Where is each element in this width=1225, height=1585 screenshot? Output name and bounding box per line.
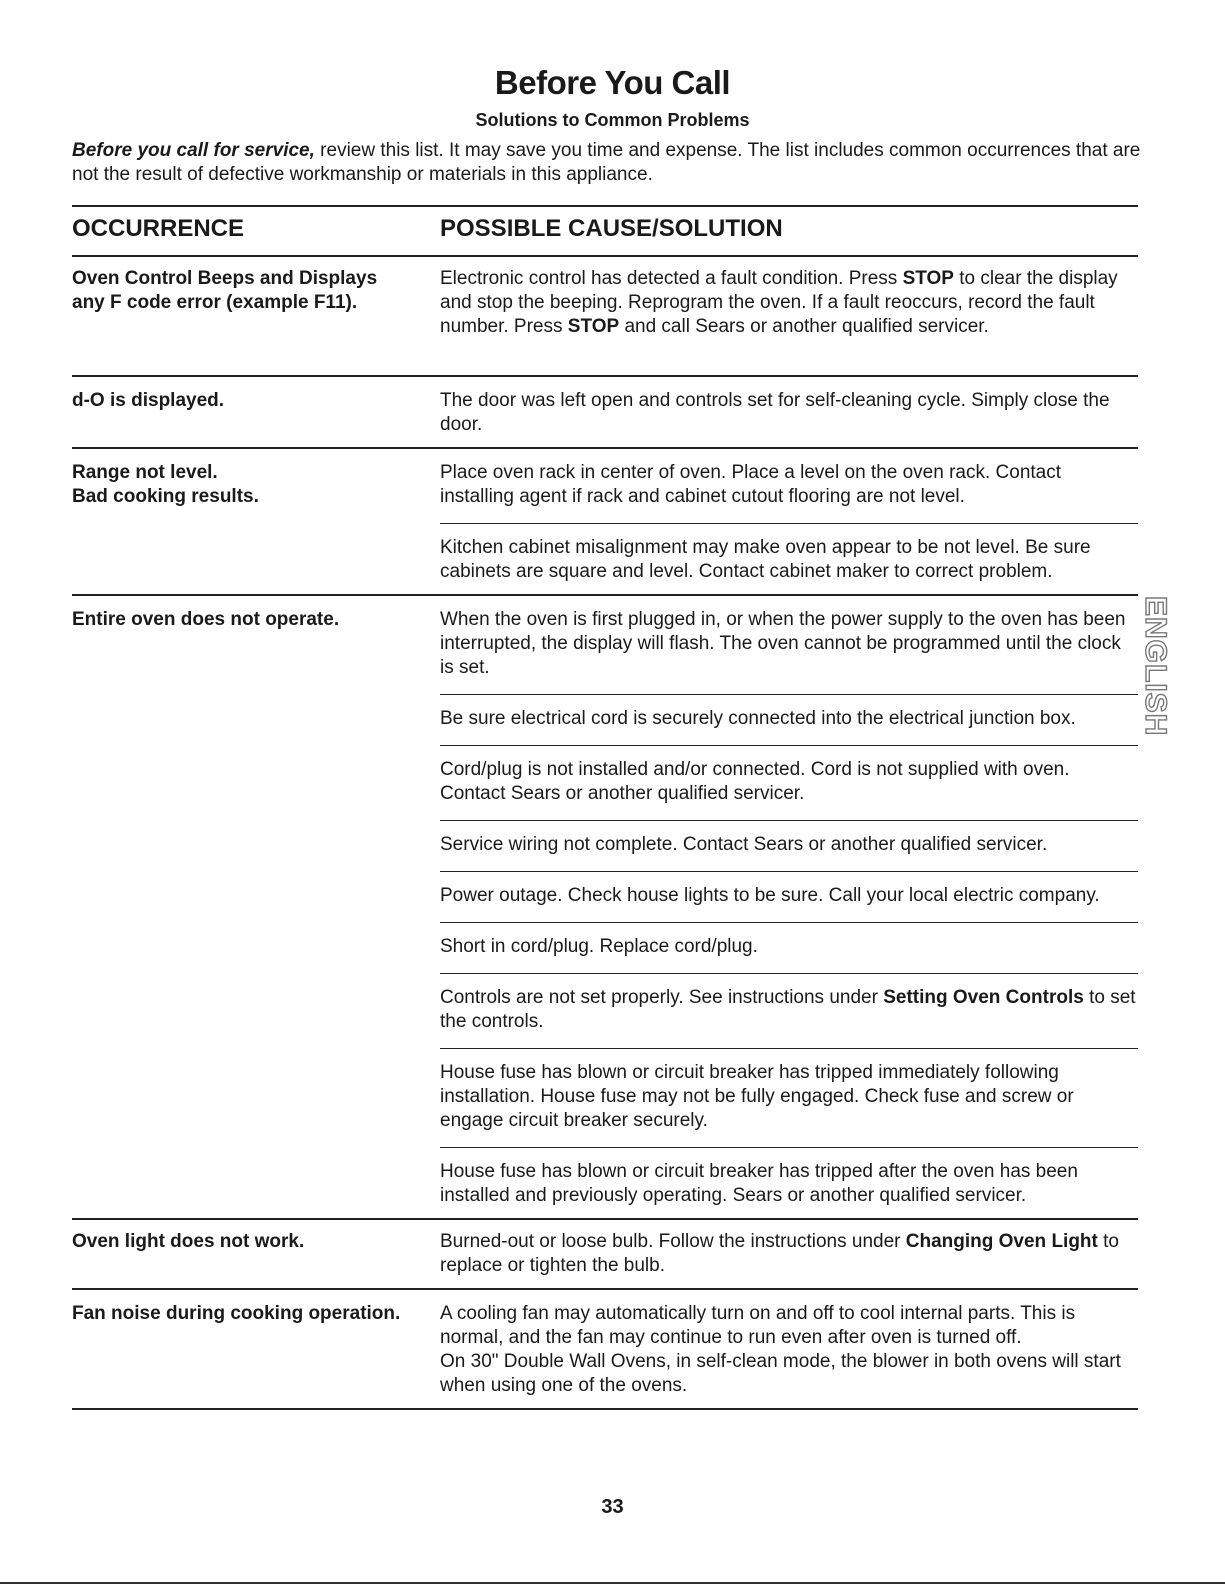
page-bottom-rule: [0, 1582, 1225, 1584]
occurrence-label: Range not level. Bad cooking results.: [72, 462, 259, 507]
solution-segment: House fuse has blown or circuit breaker has tripped immediately following installation. House fuse may not be fully engaged. Check fuse and screw or engage circuit breaker securely.: [440, 1062, 1074, 1131]
intro-lead: Before you call for service,: [72, 140, 315, 161]
solution-segment: Electronic control has detected a fault condition. Press: [440, 268, 903, 289]
solution-text: [440, 745, 1138, 820]
solution-emphasis: Changing Oven Light: [905, 1231, 1098, 1252]
solution-text: [440, 377, 1138, 447]
table-row: [72, 449, 1138, 596]
solution-text: [440, 1147, 1138, 1218]
solution-text: [440, 449, 1138, 523]
table-row: [72, 596, 1138, 1220]
solution-segment: to replace or tighten the bulb.: [440, 1231, 1119, 1276]
solution-text: [440, 523, 1138, 594]
occurrence-label: Oven light does not work.: [72, 1231, 305, 1252]
solution-text: [440, 820, 1138, 871]
solution-text: [440, 694, 1138, 745]
table-row: [72, 377, 1138, 449]
page-title: Before You Call: [494, 64, 731, 101]
solution-text: [440, 257, 1138, 375]
solution-segment: A cooling fan may automatically turn on and off to cool internal parts. This is normal, and the fan may continue to run even after oven is turned off. On 30" Double Wall Ovens, in self-clean mode, the blower in both ovens will start when using one of the ovens.: [440, 1303, 1121, 1396]
solution-list: [440, 377, 1138, 447]
table-body: [72, 257, 1138, 1410]
solution-segment: House fuse has blown or circuit breaker has tripped after the oven has been installed and previously operating. Sears or another qualified servicer.: [440, 1161, 1078, 1206]
page-number: 33: [601, 1496, 624, 1518]
solution-segment: Cord/plug is not installed and/or connected. Cord is not supplied with oven. Contact Sears or another qualified servicer.: [440, 759, 1070, 804]
intro-paragraph: [72, 139, 1172, 187]
solution-segment: Place oven rack in center of oven. Place a level on the oven rack. Contact installing agent if rack and cabinet cutout flooring are not level.: [440, 462, 1062, 507]
solution-emphasis: STOP: [902, 268, 954, 289]
occurrence-label: Oven Control Beeps and Displays any F code error (example F11).: [72, 268, 378, 313]
solution-emphasis: STOP: [567, 316, 620, 337]
solution-text: [440, 1220, 1138, 1288]
solution-segment: Service wiring not complete. Contact Sears or another qualified servicer.: [440, 834, 1048, 855]
solution-segment: and call Sears or another qualified servicer.: [619, 316, 989, 337]
solution-list: [440, 596, 1138, 1218]
solution-list: [440, 1220, 1138, 1288]
solution-segment: to set the controls.: [440, 987, 1136, 1032]
solution-list: [440, 257, 1138, 375]
solution-text: [440, 871, 1138, 922]
solution-segment: to clear the display and stop the beeping. Reprogram the oven. If a fault reoccurs, record the fault number. Press: [440, 268, 1118, 337]
occurrence-label: Entire oven does not operate.: [72, 609, 340, 630]
solution-segment: Short in cord/plug. Replace cord/plug.: [440, 936, 758, 957]
table-header: [72, 205, 1138, 257]
table-row: [72, 1220, 1138, 1290]
language-tab-label: ENGLISH: [1139, 596, 1172, 737]
page-subtitle: Solutions to Common Problems: [475, 110, 750, 130]
occurrence-label: Fan noise during cooking operation.: [72, 1303, 401, 1324]
solution-text: [440, 973, 1138, 1048]
solution-segment: Power outage. Check house lights to be sure. Call your local electric company.: [440, 885, 1100, 906]
troubleshooting-table: [72, 205, 1138, 1410]
solution-segment: Controls are not set properly. See instructions under: [440, 987, 884, 1008]
table-row: [72, 257, 1138, 377]
solution-list: [440, 1290, 1138, 1408]
solution-list: [440, 449, 1138, 594]
solution-header: POSSIBLE CAUSE/SOLUTION: [440, 215, 783, 242]
occurrence-label: d-O is displayed.: [72, 390, 225, 411]
solution-segment: When the oven is first plugged in, or when the power supply to the oven has been interrupted, the display will flash. The oven cannot be programmed until the clock is set.: [440, 609, 1126, 678]
table-row: [72, 1290, 1138, 1410]
solution-text: [440, 596, 1138, 694]
solution-text: [440, 1048, 1138, 1147]
solution-text: [440, 922, 1138, 973]
solution-segment: Be sure electrical cord is securely connected into the electrical junction box.: [440, 708, 1076, 729]
solution-text: [440, 1290, 1138, 1408]
language-tab: [1132, 596, 1178, 736]
solution-segment: Burned-out or loose bulb. Follow the instructions under: [440, 1231, 906, 1252]
solution-emphasis: Setting Oven Controls: [883, 987, 1084, 1008]
intro-text: review this list. It may save you time and expense. The list includes common occurrences that are not the result of defective workmanship or materials in this appliance.: [72, 140, 1141, 185]
occurrence-header: OCCURRENCE: [72, 215, 245, 242]
solution-segment: The door was left open and controls set for self-cleaning cycle. Simply close the door.: [440, 390, 1110, 435]
solution-segment: Kitchen cabinet misalignment may make oven appear to be not level. Be sure cabinets are square and level. Contact cabinet maker to correct problem.: [440, 537, 1091, 582]
